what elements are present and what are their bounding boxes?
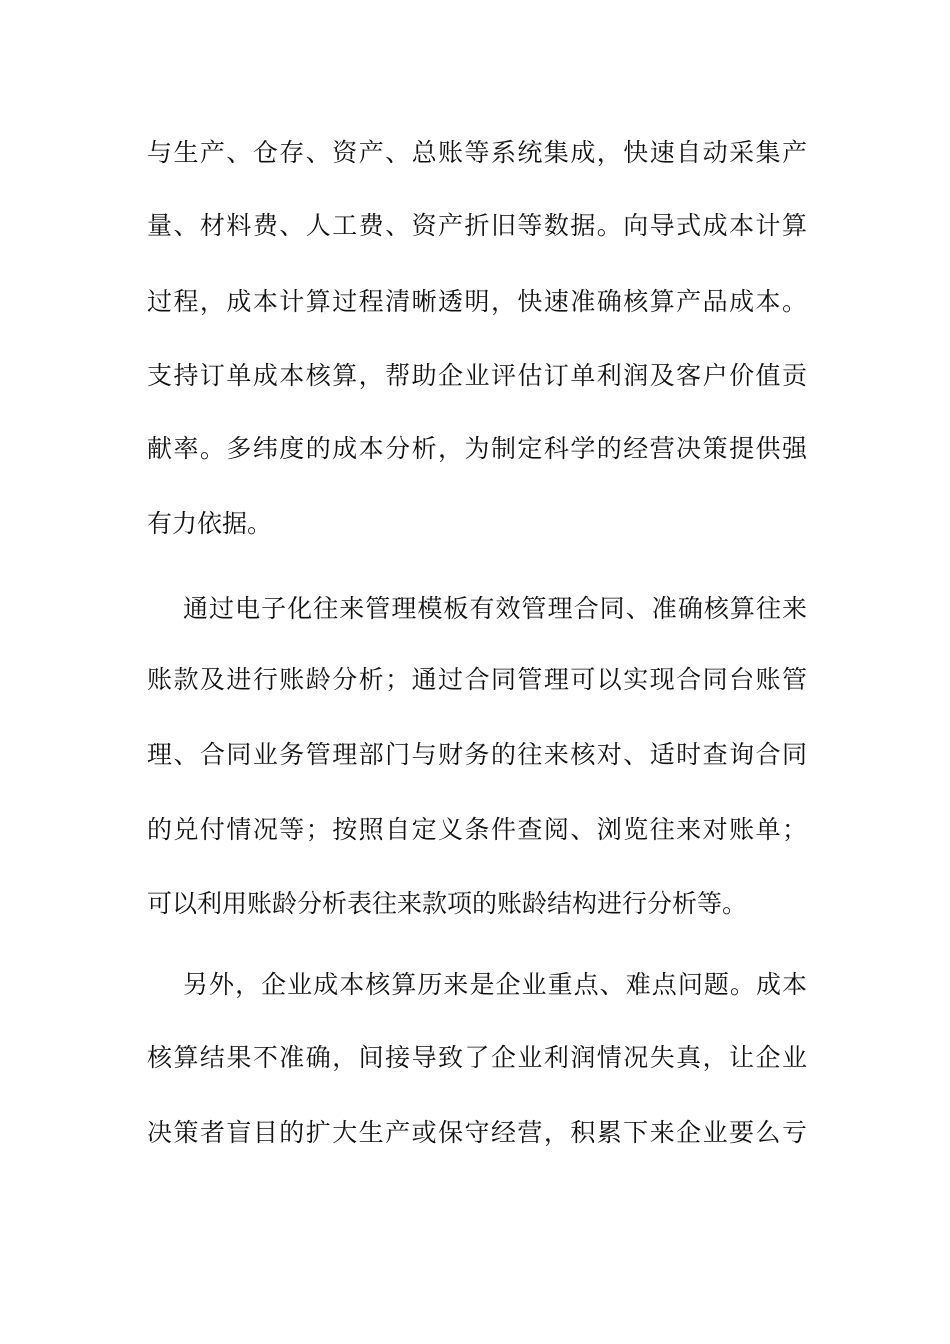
paragraph-2-line-2: 账款及进行账龄分析；通过合同管理可以实现合同台账管 [147, 665, 807, 694]
paragraph-1-line-4: 支持订单成本核算，帮助企业评估订单利润及客户价值贡 [147, 361, 807, 390]
paragraph-3-line-3: 决策者盲目的扩大生产或保守经营，积累下来企业要么亏 [147, 1118, 807, 1147]
paragraph-3-line-1: 另外，企业成本核算历来是企业重点、难点问题。成本 [183, 970, 807, 999]
paragraph-1-line-1: 与生产、仓存、资产、总账等系统集成，快速自动采集产 [147, 138, 807, 167]
paragraph-2-line-4: 的兑付情况等；按照自定义条件查阅、浏览往来对账单； [147, 815, 807, 844]
paragraph-1-line-3: 过程，成本计算过程清晰透明，快速准确核算产品成本。 [147, 287, 807, 316]
paragraph-1-line-6: 有力依据。 [147, 509, 273, 538]
paragraph-3-line-2: 核算结果不准确，间接导致了企业利润情况失真，让企业 [147, 1043, 807, 1072]
paragraph-1-line-2: 量、材料费、人工费、资产折旧等数据。向导式成本计算 [147, 211, 807, 240]
paragraph-1-line-5: 献率。多纬度的成本分析，为制定科学的经营决策提供强 [147, 434, 807, 463]
paragraph-2-line-3: 理、合同业务管理部门与财务的往来核对、适时查询合同 [147, 740, 807, 769]
paragraph-2-line-1: 通过电子化往来管理模板有效管理合同、准确核算往来 [183, 594, 807, 623]
paragraph-2-line-5: 可以利用账龄分析表往来款项的账龄结构进行分析等。 [147, 889, 748, 918]
